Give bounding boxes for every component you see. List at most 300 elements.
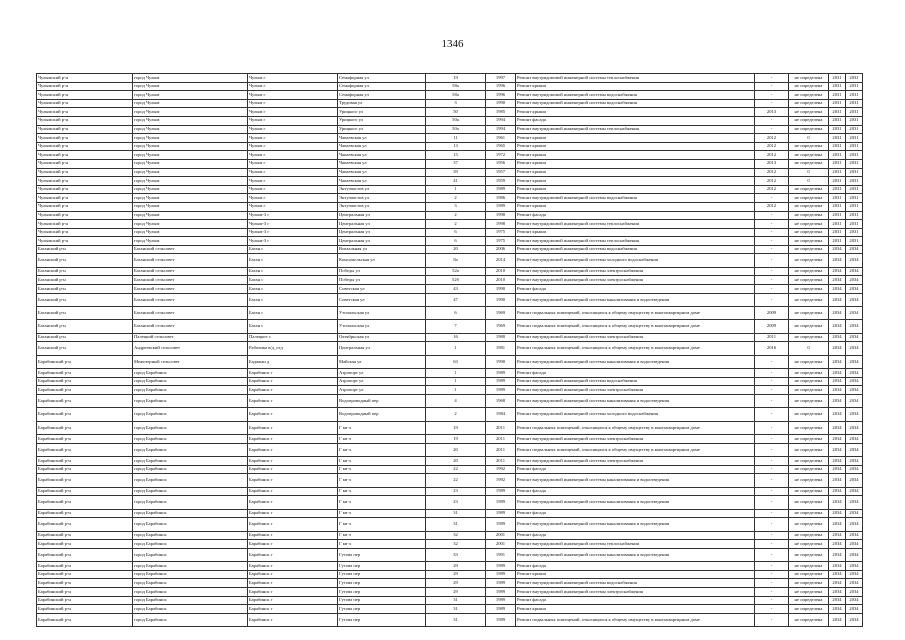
municipality-cell: Баганский сельсовет (133, 254, 248, 267)
house-number-cell: 4 (426, 394, 486, 407)
settlement-cell: Барабинск г (248, 421, 338, 434)
year-built-cell: 1994 (486, 125, 516, 134)
plan-end-cell: 2034 (846, 435, 863, 444)
last-repair-year-cell: - (755, 421, 789, 434)
street-cell: Урицкого ул (338, 116, 426, 125)
municipality-cell: Палецкий сельсовет (133, 333, 248, 342)
district-cell: Чулымский р-н (37, 220, 133, 229)
house-number-cell: 31 (426, 518, 486, 531)
plan-end-cell: 2034 (846, 605, 863, 614)
street-cell: Аэропорт ул (338, 369, 426, 378)
municipality-cell: город Чулым (133, 211, 248, 220)
settlement-cell: Баган с (248, 245, 338, 254)
district-cell: Баганский р-н (37, 276, 133, 285)
street-cell: Советская ул (338, 285, 426, 294)
settlement-cell: Барабинск г (248, 588, 338, 597)
work-type-cell: Ремонт подвальных помещений, относящихся к общему имуществу в многоквартирном доме (516, 320, 755, 333)
year-built-cell: 1991 (486, 548, 516, 561)
municipality-cell: город Барабинск (133, 605, 248, 614)
plan-end-cell: 2034 (846, 245, 863, 254)
plan-end-cell: 2034 (846, 496, 863, 509)
municipality-cell: Баганский сельсовет (133, 245, 248, 254)
plan-start-cell: 2034 (829, 474, 846, 487)
plan-start-cell: 2034 (829, 540, 846, 549)
work-type-cell: Ремонт внутридомовой инженерной системы канализования и водоотведения (516, 394, 755, 407)
year-built-cell: 1989 (486, 185, 516, 194)
house-number-cell: 41 (426, 177, 486, 186)
last-repair-year-cell: - (755, 579, 789, 588)
work-type-cell: Ремонт внутридомовой инженерной системы канализования и водоотведения (516, 548, 755, 561)
cost-cell: не определена (789, 531, 829, 540)
house-number-cell: 50а (426, 116, 486, 125)
settlement-cell: Чулым г (248, 151, 338, 160)
work-type-cell: Ремонт крыши (516, 151, 755, 160)
table-row (37, 82, 863, 91)
municipality-cell: город Барабинск (133, 588, 248, 597)
last-repair-year-cell: - (755, 74, 789, 83)
cost-cell: не определена (789, 605, 829, 614)
work-type-cell: Ремонт фасада (516, 285, 755, 294)
municipality-cell: город Барабинск (133, 421, 248, 434)
table-row (37, 487, 863, 496)
table-row (37, 237, 863, 246)
settlement-cell: Чулым г (248, 177, 338, 186)
street-cell: Майская ул (338, 355, 426, 368)
last-repair-year-cell: - (755, 518, 789, 531)
settlement-cell: Барабинск г (248, 518, 338, 531)
plan-start-cell: 2034 (829, 518, 846, 531)
last-repair-year-cell: - (755, 220, 789, 229)
table-row (37, 579, 863, 588)
plan-start-cell: 2034 (829, 496, 846, 509)
municipality-cell: Баганский сельсовет (133, 276, 248, 285)
year-built-cell: 1996 (486, 91, 516, 100)
municipality-cell: город Барабинск (133, 487, 248, 496)
plan-end-cell: 2034 (846, 562, 863, 571)
cost-cell: не определена (789, 443, 829, 456)
street-cell: Энтузиастов ул (338, 202, 426, 211)
table-row (37, 465, 863, 474)
settlement-cell: Барабинск г (248, 443, 338, 456)
cost-cell: не определена (789, 245, 829, 254)
municipality-cell: город Барабинск (133, 562, 248, 571)
last-repair-year-cell: - (755, 540, 789, 549)
plan-start-cell: 2031 (829, 142, 846, 151)
plan-start-cell: 2034 (829, 421, 846, 434)
plan-start-cell: 2034 (829, 333, 846, 342)
table-row (37, 134, 863, 143)
year-built-cell: 1997 (486, 74, 516, 83)
last-repair-year-cell: - (755, 116, 789, 125)
last-repair-year-cell: - (755, 509, 789, 518)
plan-start-cell: 2034 (829, 509, 846, 518)
plan-start-cell: 2031 (829, 185, 846, 194)
street-cell: Г кв-л (338, 487, 426, 496)
district-cell: Барабинский р-н (37, 421, 133, 434)
cost-cell: не определена (789, 369, 829, 378)
house-number-cell: 23 (426, 487, 486, 496)
cost-cell: не определена (789, 377, 829, 386)
work-type-cell: Ремонт крыши (516, 168, 755, 177)
street-cell: Г кв-л (338, 474, 426, 487)
municipality-cell: город Барабинск (133, 531, 248, 540)
cost-cell: не определена (789, 435, 829, 444)
table-row (37, 570, 863, 579)
street-cell: Гутова пер (338, 579, 426, 588)
district-cell: Чулымский р-н (37, 125, 133, 134)
street-cell: Г кв-л (338, 518, 426, 531)
municipality-cell: Андреевский сельсовет (133, 342, 248, 355)
house-number-cell: 29 (426, 588, 486, 597)
plan-end-cell: 2034 (846, 320, 863, 333)
year-built-cell: 1989 (486, 509, 516, 518)
street-cell: Гутова пер (338, 570, 426, 579)
plan-end-cell: 2034 (846, 421, 863, 434)
cost-cell: не определена (789, 509, 829, 518)
street-cell: Г кв-л (338, 496, 426, 509)
house-number-cell: 15 (426, 151, 486, 160)
last-repair-year-cell: - (755, 245, 789, 254)
street-cell: Комсомольская ул (338, 254, 426, 267)
house-number-cell: 2 (426, 211, 486, 220)
last-repair-year-cell: - (755, 613, 789, 626)
table-row (37, 531, 863, 540)
plan-start-cell: 2034 (829, 570, 846, 579)
work-type-cell: Ремонт внутридомовой инженерной системы канализования и водоотведения (516, 355, 755, 368)
work-type-cell: Ремонт внутридомовой инженерной системы водоснабжения (516, 194, 755, 203)
work-type-cell: Ремонт внутридомовой инженерной системы электроснабжения (516, 333, 755, 342)
settlement-cell: Барабинск г (248, 394, 338, 407)
house-number-cell: 52б (426, 276, 486, 285)
table-row (37, 125, 863, 134)
plan-start-cell: 2031 (829, 125, 846, 134)
year-built-cell: 1998 (486, 220, 516, 229)
plan-start-cell: 2034 (829, 596, 846, 605)
municipality-cell: город Чулым (133, 228, 248, 237)
house-number-cell: 58а (426, 82, 486, 91)
settlement-cell: Барабинск г (248, 605, 338, 614)
municipality-cell: город Чулым (133, 134, 248, 143)
house-number-cell: 13 (426, 142, 486, 151)
house-number-cell: 1 (426, 377, 486, 386)
cost-cell: не определена (789, 487, 829, 496)
year-built-cell: 1981 (486, 342, 516, 355)
cost-cell: не определена (789, 596, 829, 605)
last-repair-year-cell: - (755, 125, 789, 134)
work-type-cell: Ремонт крыши (516, 159, 755, 168)
work-type-cell: Ремонт крыши (516, 108, 755, 117)
year-built-cell: 2001 (486, 540, 516, 549)
district-cell: Барабинский р-н (37, 540, 133, 549)
house-number-cell: 32 (426, 540, 486, 549)
settlement-cell: Баган с (248, 276, 338, 285)
district-cell: Чулымский р-н (37, 202, 133, 211)
plan-start-cell: 2031 (829, 108, 846, 117)
plan-end-cell: 2031 (846, 142, 863, 151)
municipality-cell: Баганский сельсовет (133, 267, 248, 276)
year-built-cell: 1989 (486, 605, 516, 614)
settlement-cell: Баган с (248, 285, 338, 294)
street-cell: Чапаевская ул (338, 168, 426, 177)
last-repair-year-cell: - (755, 474, 789, 487)
last-repair-year-cell: - (755, 82, 789, 91)
cost-cell: не определена (789, 293, 829, 306)
year-built-cell: 2006 (486, 245, 516, 254)
municipality-cell: город Барабинск (133, 386, 248, 395)
work-type-cell: Ремонт подвальных помещений, относящихся к общему имуществу в многоквартирном доме (516, 443, 755, 456)
last-repair-year-cell: 2012 (755, 168, 789, 177)
municipality-cell: Баганский сельсовет (133, 307, 248, 320)
table-row (37, 369, 863, 378)
plan-end-cell: 2034 (846, 531, 863, 540)
district-cell: Барабинский р-н (37, 457, 133, 466)
plan-end-cell: 2034 (846, 307, 863, 320)
district-cell: Чулымский р-н (37, 237, 133, 246)
year-built-cell: 2010 (486, 276, 516, 285)
municipality-cell: город Барабинск (133, 596, 248, 605)
settlement-cell: Барабинск г (248, 596, 338, 605)
last-repair-year-cell: 2009 (755, 320, 789, 333)
year-built-cell: 2001 (486, 531, 516, 540)
district-cell: Барабинский р-н (37, 487, 133, 496)
last-repair-year-cell: - (755, 293, 789, 306)
work-type-cell: Ремонт внутридомовой инженерной системы теплоснабжения (516, 74, 755, 83)
street-cell: Центральная ул (338, 220, 426, 229)
street-cell: Водопроводный пер (338, 394, 426, 407)
district-cell: Барабинский р-н (37, 509, 133, 518)
municipality-cell: город Барабинск (133, 457, 248, 466)
table-row (37, 159, 863, 168)
table-row (37, 386, 863, 395)
work-type-cell: Ремонт фасада (516, 465, 755, 474)
plan-start-cell: 2034 (829, 408, 846, 421)
settlement-cell: Барабинск г (248, 613, 338, 626)
district-cell: Чулымский р-н (37, 82, 133, 91)
municipality-cell: город Чулым (133, 159, 248, 168)
plan-end-cell: 2031 (846, 211, 863, 220)
table-row (37, 293, 863, 306)
street-cell: Утопальская ул (338, 320, 426, 333)
work-type-cell: Ремонт внутридомовой инженерной системы электроснабжения (516, 457, 755, 466)
plan-start-cell: 2034 (829, 465, 846, 474)
municipality-cell: город Чулым (133, 177, 248, 186)
plan-start-cell: 2034 (829, 579, 846, 588)
street-cell: Октябрьская ул (338, 333, 426, 342)
table-row (37, 408, 863, 421)
year-built-cell: 2011 (486, 435, 516, 444)
house-number-cell: 29 (426, 562, 486, 571)
last-repair-year-cell: - (755, 548, 789, 561)
plan-end-cell: 2034 (846, 369, 863, 378)
municipality-cell: город Барабинск (133, 579, 248, 588)
year-built-cell: 1990 (486, 355, 516, 368)
house-number-cell: 6 (426, 307, 486, 320)
table-row (37, 168, 863, 177)
work-type-cell: Ремонт внутридомовой инженерной системы электроснабжения (516, 435, 755, 444)
settlement-cell: Чулым г (248, 194, 338, 203)
settlement-cell: Барабинск г (248, 435, 338, 444)
street-cell: Победы ул (338, 267, 426, 276)
house-number-cell: 16 (426, 333, 486, 342)
plan-end-cell: 2034 (846, 518, 863, 531)
district-cell: Барабинский р-н (37, 570, 133, 579)
last-repair-year-cell: - (755, 605, 789, 614)
municipality-cell: город Чулым (133, 108, 248, 117)
district-cell: Чулымский р-н (37, 116, 133, 125)
municipality-cell: город Барабинск (133, 496, 248, 509)
house-number-cell: 2 (426, 408, 486, 421)
last-repair-year-cell: 2011 (755, 333, 789, 342)
house-number-cell: 37 (426, 159, 486, 168)
district-cell: Барабинский р-н (37, 518, 133, 531)
work-type-cell: Ремонт внутридомовой инженерной системы теплоснабжения (516, 237, 755, 246)
cost-cell: не определена (789, 518, 829, 531)
street-cell: Г кв-л (338, 421, 426, 434)
table-row (37, 108, 863, 117)
work-type-cell: Ремонт крыши (516, 185, 755, 194)
work-type-cell: Ремонт внутридомовой инженерной системы электроснабжения (516, 588, 755, 597)
last-repair-year-cell: - (755, 369, 789, 378)
work-type-cell: Ремонт крыши (516, 142, 755, 151)
cost-cell: не определена (789, 540, 829, 549)
street-cell: Чапаевская ул (338, 142, 426, 151)
plan-start-cell: 2031 (829, 82, 846, 91)
street-cell: Энтузиастов ул (338, 185, 426, 194)
plan-start-cell: 2034 (829, 531, 846, 540)
house-number-cell: 29 (426, 579, 486, 588)
municipality-cell: город Барабинск (133, 394, 248, 407)
district-cell: Чулымский р-н (37, 99, 133, 108)
house-number-cell: 31 (426, 596, 486, 605)
plan-start-cell: 2034 (829, 613, 846, 626)
municipality-cell: город Чулым (133, 185, 248, 194)
settlement-cell: Палецкое с (248, 333, 338, 342)
year-built-cell: 2011 (486, 443, 516, 456)
municipality-cell: город Чулым (133, 91, 248, 100)
year-built-cell: 1968 (486, 394, 516, 407)
cost-cell: не определена (789, 588, 829, 597)
cost-cell: 0 (789, 342, 829, 355)
last-repair-year-cell: 2012 (755, 134, 789, 143)
street-cell: Чапаевская ул (338, 159, 426, 168)
plan-end-cell: 2034 (846, 579, 863, 588)
year-built-cell: 1989 (486, 202, 516, 211)
cost-cell: не определена (789, 116, 829, 125)
cost-cell: не определена (789, 474, 829, 487)
street-cell: Г кв-л (338, 435, 426, 444)
year-built-cell: 1975 (486, 228, 516, 237)
cost-cell: не определена (789, 91, 829, 100)
last-repair-year-cell: - (755, 562, 789, 571)
cost-cell: 0 (789, 134, 829, 143)
work-type-cell: Ремонт фасада (516, 487, 755, 496)
last-repair-year-cell: - (755, 276, 789, 285)
municipality-cell: город Барабинск (133, 408, 248, 421)
plan-end-cell: 2034 (846, 457, 863, 466)
last-repair-year-cell: - (755, 394, 789, 407)
plan-end-cell: 2034 (846, 285, 863, 294)
last-repair-year-cell: - (755, 588, 789, 597)
work-type-cell: Ремонт фасада (516, 211, 755, 220)
table-row (37, 307, 863, 320)
work-type-cell: Ремонт фасада (516, 531, 755, 540)
municipality-cell: Межозерный сельсовет (133, 355, 248, 368)
plan-start-cell: 2034 (829, 605, 846, 614)
street-cell: Г кв-л (338, 531, 426, 540)
district-cell: Барабинский р-н (37, 408, 133, 421)
table-row (37, 320, 863, 333)
municipality-cell: город Чулым (133, 220, 248, 229)
district-cell: Чулымский р-н (37, 177, 133, 186)
settlement-cell: Чулым г (248, 108, 338, 117)
cost-cell: не определена (789, 151, 829, 160)
street-cell: Утопальская ул (338, 307, 426, 320)
cost-cell: не определена (789, 355, 829, 368)
district-cell: Барабинский р-н (37, 369, 133, 378)
house-number-cell: 58а (426, 91, 486, 100)
year-built-cell: 1961 (486, 134, 516, 143)
last-repair-year-cell: - (755, 211, 789, 220)
municipality-cell: город Барабинск (133, 540, 248, 549)
table-row (37, 228, 863, 237)
municipality-cell: город Барабинск (133, 369, 248, 378)
plan-start-cell: 2034 (829, 307, 846, 320)
plan-start-cell: 2034 (829, 285, 846, 294)
municipality-cell: город Чулым (133, 82, 248, 91)
district-cell: Барабинский р-н (37, 605, 133, 614)
municipality-cell: Баганский сельсовет (133, 320, 248, 333)
year-built-cell: 1989 (486, 562, 516, 571)
table-row (37, 355, 863, 368)
district-cell: Чулымский р-н (37, 168, 133, 177)
plan-end-cell: 2031 (846, 99, 863, 108)
house-number-cell: 32 (426, 531, 486, 540)
cost-cell: не определена (789, 570, 829, 579)
municipality-cell: город Чулым (133, 142, 248, 151)
table-row (37, 91, 863, 100)
settlement-cell: Барабинск г (248, 496, 338, 509)
work-type-cell: Ремонт внутридомовой инженерной системы водоснабжения (516, 579, 755, 588)
last-repair-year-cell: - (755, 496, 789, 509)
last-repair-year-cell: - (755, 285, 789, 294)
plan-end-cell: 2034 (846, 570, 863, 579)
district-cell: Чулымский р-н (37, 134, 133, 143)
plan-end-cell: 2034 (846, 386, 863, 395)
street-cell: Гутова пер (338, 596, 426, 605)
street-cell: Семафорная ул (338, 74, 426, 83)
district-cell: Чулымский р-н (37, 194, 133, 203)
house-number-cell: 19 (426, 435, 486, 444)
year-built-cell: 1989 (486, 496, 516, 509)
settlement-cell: Чулым г (248, 134, 338, 143)
house-number-cell: 52а (426, 267, 486, 276)
plan-start-cell: 2034 (829, 276, 846, 285)
year-built-cell: 1969 (486, 307, 516, 320)
plan-end-cell: 2031 (846, 185, 863, 194)
year-built-cell: 2011 (486, 457, 516, 466)
settlement-cell: Барабинск г (248, 465, 338, 474)
table-row (37, 457, 863, 466)
cost-cell: не определена (789, 220, 829, 229)
plan-end-cell: 2031 (846, 125, 863, 134)
municipality-cell: город Барабинск (133, 518, 248, 531)
year-built-cell: 2011 (486, 421, 516, 434)
district-cell: Барабинский р-н (37, 588, 133, 597)
table-row (37, 421, 863, 434)
plan-start-cell: 2031 (829, 194, 846, 203)
year-built-cell: 1989 (486, 596, 516, 605)
table-row (37, 562, 863, 571)
